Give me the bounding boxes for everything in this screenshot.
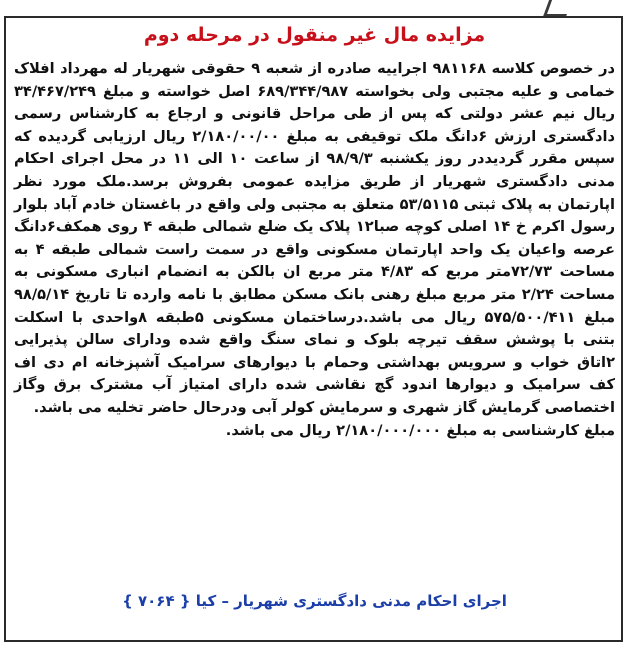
notice-body [14, 58, 615, 442]
notice-footer: اجرای احکام مدنی دادگستری شهریار – کیا { ۷۰۶۴ } [122, 592, 507, 610]
notice-main-paragraph: در خصوص کلاسه ۹۸۱۱۶۸ اجراییه صادره از شعبه ۹ حقوقی شهریار له مهرداد افلاک خمامی و علیه مجتبی ولی بخواسته ۶۸۹/۳۴۴/۹۸۷ اصل خواسته و مبلغ ۳۴/۴۶۷/۲۴۹ ریال نیم عشر دولتی که پس از طی مراحل قانونی و ارجاع به کارشناس رسمی دادگستری ارزش ۶دانگ ملک توقیفی به مبلغ ۲/۱۸۰/۰۰/۰۰ ریال ارزیابی گردیده که سپس مقرر گردیددر روز یکشنبه ۹۸/۹/۳ از ساعت ۱۰ الی ۱۱ در محل اجرای احکام مدنی دادگستری شهریار از طریق مزایده عمومی بفروش برسد.ملک مورد نظر اپارتمان به پلاک ثبتی ۵۳/۵۱۱۵ متعلق به مجتبی ولی واقع در باغستان خادم آباد بلوار رسول اکرم خ ۱۴ اصلی کوچه صبا۱۲ پلاک یک ضلع شمالی طبقه ۴ روی همکف۶دانگ عرصه واعیان یک واحد اپارتمان مسکونی واقع در سمت راست شمالی طبقه ۴ به مساحت ۷۲/۷۳متر مربع که ۴/۸۳ متر مربع ان بالکن به انضمام انباری مسکونی به مساحت ۲/۲۴ متر مربع مبلغ رهنی بانک مسکن مطابق با نامه وارده تا تاریخ ۹۸/۵/۱۴ مبلغ ۵۷۵/۵۰۰/۴۱۱ ریال می باشد.درساختمان مسکونی ۵طبقه ۸واحدی با اسکلت بتنی با پوشش سقف تیرچه بلوک و نمای سنگ واقع شده ودارای سالن پذیرایی ۲اتاق خواب و سرویس بهداشتی وحمام با دیوارهای سرامیک آشپزخانه ام دی اف کف سرامیک و دیوارها اندود گچ نقاشی شده دارای امتیاز آب مشترک برق وگاز اختصاصی گرمایش گاز شهری و سرمایش کولر آبی ودرحال حاضر تخلیه می باشد. [14, 60, 616, 416]
corner-mark [543, 0, 572, 17]
notice-value-paragraph: مبلغ کارشناسی به مبلغ ۲/۱۸۰/۰۰۰/۰۰۰ ریال می باشد. [225, 421, 615, 439]
notice-title: مزایده مال غیر منقول در مرحله دوم [143, 24, 486, 46]
